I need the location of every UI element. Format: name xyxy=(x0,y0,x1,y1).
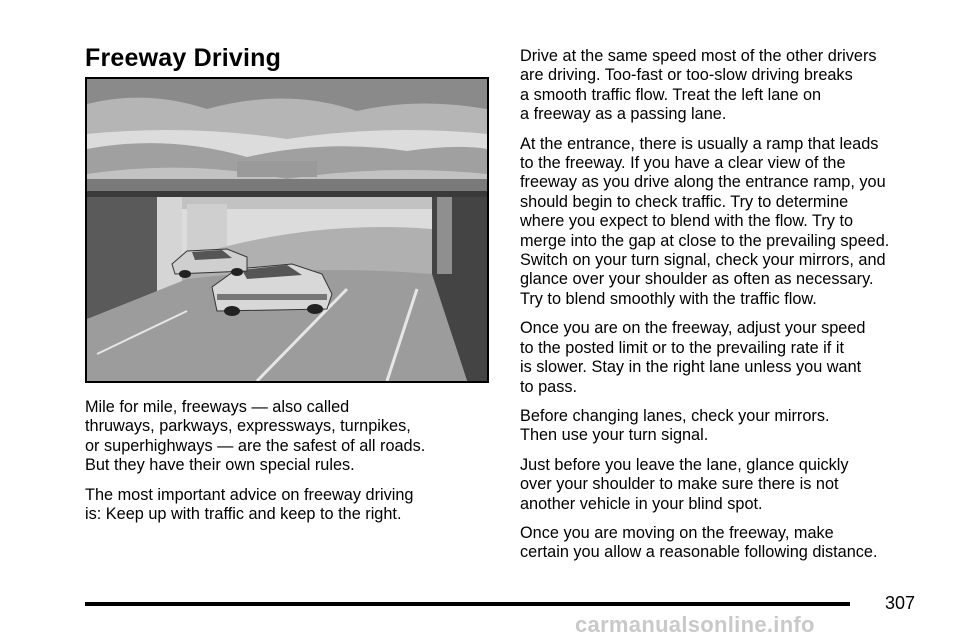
paragraph: Just before you leave the lane, glance quickly over your shoulder to make sure there is not another vehicle in your blind spot. xyxy=(520,455,849,513)
freeway-scene-image xyxy=(87,79,487,381)
left-column xyxy=(85,398,480,534)
paragraph: Before changing lanes, check your mirrors. Then use your turn signal. xyxy=(520,406,830,445)
footer-rule xyxy=(85,602,850,606)
paragraph: Drive at the same speed most of the other drivers are driving. Too-fast or too-slow driving breaks a smooth traffic flow. Treat the left lane on a freeway as a passing lane. xyxy=(520,47,877,124)
paragraph: The most important advice on freeway driving is: Keep up with traffic and keep to the right. xyxy=(85,485,414,524)
watermark: carmanualsonline.info xyxy=(575,612,815,637)
right-column xyxy=(520,47,925,573)
paragraph: Once you are on the freeway, adjust your speed to the posted limit or to the prevailing rate if it is slower. Stay in the right lane unless you want to pass. xyxy=(520,319,866,396)
page-title: Freeway Driving xyxy=(85,44,282,72)
freeway-illustration xyxy=(85,77,489,383)
paragraph: At the entrance, there is usually a ramp that leads to the freeway. If you have a clear view of the freeway as you drive along the entrance ramp, you should begin to check traffic. Try to determine where you expect to blend with the flow. Try to merge into the gap at close to the prevailing speed. Switch on your turn signal, check your mirrors, and glance over your shoulder as often as necessary. Try to blend smoothly with the traffic flow. xyxy=(520,134,890,308)
paragraph: Once you are moving on the freeway, make certain you allow a reasonable following distance. xyxy=(520,523,878,562)
paragraph: Mile for mile, freeways — also called thruways, parkways, expressways, turnpikes, or superhighways — are the safest of all roads. But they have their own special rules. xyxy=(85,398,426,475)
page-number: 307 xyxy=(885,593,916,613)
